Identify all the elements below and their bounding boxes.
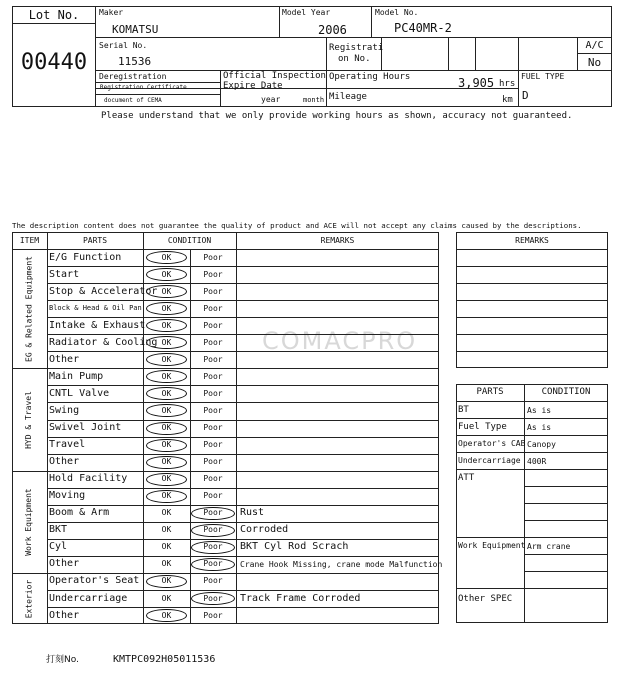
ok-selected-circle [146,473,187,486]
ok-option[interactable]: OK [161,303,172,313]
model-no-label: Model No. [375,8,419,17]
ok-option[interactable]: OK [161,423,172,432]
part-name: Other [49,558,80,570]
section-label: Exterior [24,579,34,618]
remark-text: Rust [240,507,265,519]
spec-value: Canopy [527,440,556,449]
hours-notice: Please understand that we only provide working hours as shown, accuracy not guaranteed. [101,111,573,121]
lot-label: Lot No. [28,8,80,22]
ok-option[interactable]: OK [161,593,172,603]
poor-option[interactable]: Poor [203,542,223,552]
spec-parts-header: PARTS [476,387,504,397]
part-name: BKT [49,524,68,536]
table-row [47,266,439,283]
ok-selected-circle [146,575,187,588]
ac-value: No [587,56,602,69]
maker-value: KOMATSU [112,23,159,36]
section-label: HYD & Travel [24,390,34,449]
table-row [47,402,439,419]
poor-option[interactable]: Poor [203,610,223,620]
part-name: Other [49,353,80,365]
ok-option[interactable]: OK [161,525,172,535]
poor-option[interactable]: Poor [203,423,223,432]
ok-selected-circle [146,609,187,622]
part-name: Other [49,609,80,621]
att-label: ATT [458,473,475,483]
poor-option[interactable]: Poor [203,559,223,569]
ok-option[interactable]: OK [161,576,172,586]
inspection-label: Official Inspection [223,71,326,81]
spec-part: Fuel Type [458,422,507,432]
poor-option[interactable]: Poor [203,320,223,330]
part-name: Moving [49,490,86,502]
ok-selected-circle [146,422,187,435]
part-name: Start [49,268,80,280]
part-name: Intake & Exhaust [49,319,146,331]
spec-condition-header: CONDITION [541,387,591,397]
table-row [47,488,439,505]
poor-option[interactable]: Poor [203,525,223,535]
serial-value: 11536 [118,55,152,68]
work-equipment-value: Arm crane [527,542,571,551]
fuel-type-value: D [522,89,529,102]
poor-selected-circle [191,524,235,537]
disclaimer: The description content does not guarantee the quality of product and ACE will not accept any claims caused by the descriptions. [12,221,582,230]
part-name: CNTL Valve [49,387,110,399]
model-year-label: Model Year [282,8,331,17]
part-name: Boom & Arm [49,507,110,519]
header-parts: PARTS [82,236,108,245]
watermark: COMACPRO [262,327,418,355]
poor-selected-circle [191,558,235,571]
ok-selected-circle [146,268,187,281]
ok-option[interactable]: OK [161,405,172,415]
part-name: Other [49,456,80,468]
ok-option[interactable]: OK [161,440,172,450]
spec-value: 400R [527,457,547,466]
part-name: Swivel Joint [49,422,122,433]
ok-option[interactable]: OK [161,252,172,262]
ac-label: A/C [585,40,604,51]
stamp-no-value: KMTPC092H05011536 [113,654,216,665]
model-year-value: 2006 [318,23,347,37]
ok-selected-circle [146,490,187,503]
ok-option[interactable]: OK [161,610,172,620]
table-row [47,351,439,368]
fuel-type-label: FUEL TYPE [521,72,565,81]
ok-option[interactable]: OK [161,542,172,552]
poor-option[interactable]: Poor [203,337,223,347]
header-item: ITEM [19,236,40,245]
ok-option[interactable]: OK [161,508,172,518]
reg-cert-label: Registration Certificate [100,84,187,91]
ok-option[interactable]: OK [161,491,172,501]
poor-option[interactable]: Poor [203,371,223,381]
mileage-label: Mileage [329,92,367,102]
part-name: Main Pump [49,370,104,382]
year-label: year [261,95,281,104]
part-name: Hold Facility [49,473,128,485]
remark-text: Crane Hook Missing, crane mode Malfunction [240,559,443,569]
other-spec-label: Other SPEC [458,594,513,604]
poor-option[interactable]: Poor [203,269,223,279]
inspection-label-2: Expire Date [223,81,283,91]
table-row [47,607,439,624]
remark-text: Corroded [240,524,289,536]
spec-part: BT [458,405,469,415]
ok-option[interactable]: OK [161,337,172,347]
work-equipment-label: Work Equipment [458,541,526,550]
poor-option[interactable]: Poor [203,252,223,262]
model-no-value: PC40MR-2 [394,21,452,35]
header-condition: CONDITION [167,236,212,245]
right-remarks-header: REMARKS [515,236,549,245]
ok-option[interactable]: OK [161,354,172,364]
header-remarks: REMARKS [320,236,355,245]
part-name: Undercarriage [49,592,128,604]
part-name: Operator's Seat [49,575,140,587]
ok-option[interactable]: OK [161,474,172,484]
remark-text: BKT Cyl Rod Scrach [240,541,349,553]
month-label: month [303,96,325,104]
dereg-label: Deregistration [99,72,167,81]
ok-option[interactable]: OK [161,559,172,569]
ok-option[interactable]: OK [161,269,172,279]
remark-text: Track Frame Corroded [240,592,361,604]
poor-option[interactable]: Poor [203,405,223,415]
hours-label: Operating Hours [329,72,411,82]
poor-option[interactable]: Poor [203,593,223,603]
part-name: Stop & Accelerator [49,285,158,297]
poor-option[interactable]: Poor [203,457,223,467]
table-row [47,437,439,454]
maker-label: Maker [99,8,124,17]
spec-value: As is [527,423,552,432]
ok-selected-circle [146,251,187,264]
lot-number: 00440 [20,50,88,75]
serial-label: Serial No. [99,41,148,50]
poor-option[interactable]: Poor [203,440,223,450]
ok-option[interactable]: OK [161,388,172,398]
registration-label-2: on No. [338,54,371,64]
poor-selected-circle [191,507,235,520]
registration-label: Registrati [329,43,384,53]
spec-value: As is [527,406,552,415]
poor-selected-circle [191,541,235,554]
poor-selected-circle [191,592,235,605]
hours-unit: hrs [499,79,516,89]
ok-selected-circle [146,439,187,452]
cema-label: document of CEMA [104,97,162,104]
hours-value: 3,905 [458,76,495,90]
part-name: Block & Head & Oil Pan [49,304,142,313]
table-row [47,368,439,385]
poor-option[interactable]: Poor [203,286,223,296]
section-label: Work Equipment [24,488,34,556]
part-name: Travel [49,439,86,451]
part-name: Radiator & Cooling [49,336,158,348]
poor-option[interactable]: Poor [203,354,223,364]
ok-option[interactable]: OK [161,320,172,330]
poor-option[interactable]: Poor [203,474,223,484]
spec-part: Undercarriage [458,456,521,465]
ok-option[interactable]: OK [161,371,172,381]
ok-selected-circle [146,456,187,469]
part-name: E/G Function [49,251,122,263]
part-name: Swing [49,404,80,416]
ok-option[interactable]: OK [161,286,172,296]
spec-part: Operator's CAB [458,439,526,448]
part-name: Cyl [49,541,68,553]
poor-option[interactable]: Poor [203,508,223,518]
poor-option[interactable]: Poor [203,388,223,398]
poor-option[interactable]: Poor [203,303,223,313]
table-row [47,454,439,471]
ok-option[interactable]: OK [161,457,172,467]
section-label: EG & Related Equipment [24,255,34,362]
mileage-unit: km [502,95,513,105]
stamp-no-label: 打刻No. [46,655,79,665]
poor-option[interactable]: Poor [203,576,223,586]
poor-option[interactable]: Poor [203,491,223,501]
